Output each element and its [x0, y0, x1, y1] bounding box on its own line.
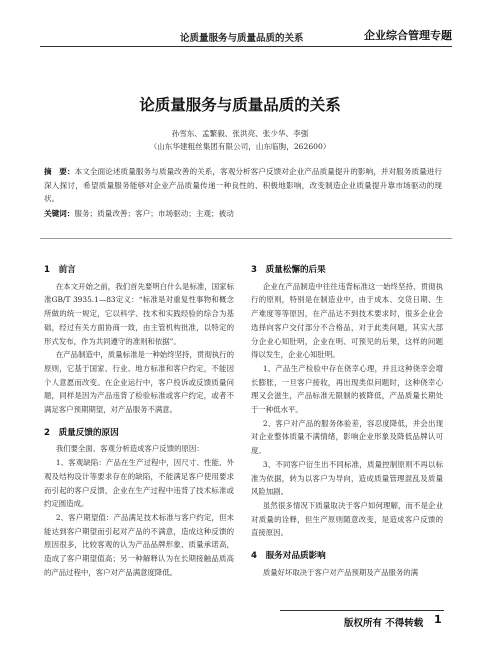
- paragraph: 质量好坏取决于客户对产品预期及产品服务的满: [262, 567, 419, 577]
- paragraph: 2、客户对产品的服务体验差，容忍度降低，并会出现对企业整体质量不满情绪，影响企业形象及降低品牌认可度。: [251, 418, 443, 456]
- paragraph: 1、产品生产检验中存在侥幸心理，并且这种侥幸会增长膨胀，一旦客户接收，再出现类似问题时，这种侥幸心理又会滋生，产品标准无限制的被降低，产品质量长期处于一种低水平。: [251, 363, 443, 415]
- paragraph: 企业在产品制造中往往违背标准这一始终坚持、贯彻执行的原则，特别是在制造业中，由于成本、交货日期、生产难度等等原因，在产品达不到技术要求时，很多企业会选择向客户交付部分不合格品，对于此类问题，其实大部分企业心知肚明，企业在明、可预见的后果，这样的问题得以发生，企业心知肚明。: [251, 281, 443, 360]
- abstract-separator: [40, 238, 452, 239]
- footer-rule: [280, 610, 444, 611]
- section-heading: 2 质量反馈的原因: [44, 427, 119, 438]
- keywords: [44, 208, 442, 219]
- footer-copyright: 版权所有 不得转载: [344, 618, 424, 629]
- article-affiliation: （山东华建粗丝集团有限公司，山东临朐，262600）: [149, 142, 331, 151]
- paragraph: 3、不同客户衍生出不同标准，质量控制原则不再以标准为依据，转为以客户为导向，造成质量管理混乱及质量风险加剧。: [251, 459, 443, 497]
- article-title: 论质量服务与质量品质的关系: [139, 95, 341, 114]
- paragraph: 在本文开始之前，我们首先要明白什么是标准，国家标准GB/T 3935.1—83定义：“标准是对重复性事物和概念所做的统一规定，它以科学、技术和实践经验的综合为基础，经过有关方面协商一致，由主管机构批准，以特定的形式发布，作为共同遵守的准则和依据”。: [44, 281, 234, 346]
- paragraph: 虽然很多情况下质量取决于客户如何理解，而不是企业对质量的诠释，但生产原则随意改变，是造成客户反馈的直接原因。: [251, 500, 443, 538]
- paragraph: 我们要全面、客观分析造成客户反馈的原因：: [55, 444, 204, 454]
- abstract-text: 本文全面论述质量服务与质量改善的关系，客观分析客户反馈对企业产品质量提升的影响，并对服务质量进行深入探讨，希望质量服务能够对企业产品质量传递一种良性的、积极地影响，改变制造企业质量提升靠市场驱动的现状。: [44, 167, 442, 204]
- paragraph: 2、客户期望值：产品满足技术标准与客户约定，但未能达到客户期望而引起对产品的不满意，造成这种反馈的原因很多，比较客观的认为产品品牌形象、质量承诺高，造成了客户期望值高；另一种解释认为在长期接触品质高的产品过程中，客户对产品满意度降低。: [44, 512, 234, 577]
- abstract-label: 摘 要：: [44, 167, 75, 176]
- section-heading: 1 前言: [44, 265, 76, 275]
- keywords-label: 关键词：: [44, 209, 75, 218]
- header-rule: [40, 46, 452, 47]
- paragraph: 在产品制造中，质量标准是一种始终坚持，贯彻执行的原则，它基于国家、行业、地方标准和客户约定，不能因个人意愿而改变。在企业运行中，客户投诉或反馈质量问题，同样是因为产品违背了检验标准或客户约定，或者不满足客户预期期望，对产品服务不满意。: [44, 350, 234, 415]
- page-number: 1: [434, 613, 442, 626]
- abstract: [44, 165, 442, 206]
- paragraph: 1、客观缺陷：产品在生产过程中，因尺寸、性能、外观及结构设计等要求存在的缺陷，不能满足客户使用要求而引起的客户反馈，企业在生产过程中违背了技术标准或约定圆造成。: [44, 458, 234, 509]
- keywords-text: 服务；质量改善；客户；市场驱动；主观；被动: [74, 209, 234, 218]
- section-heading: 3 质量松懈的后果: [251, 265, 326, 275]
- section-heading: 4 服务对品质影响: [251, 551, 326, 562]
- left-column: [44, 264, 234, 579]
- article-authors: 孙雪东、孟繁毅、张洪亮、张少华、李强: [171, 129, 309, 138]
- column-title: 企业综合管理专题: [364, 29, 452, 42]
- right-column: [251, 264, 443, 579]
- running-title: 论质量服务与质量品质的关系: [180, 33, 304, 44]
